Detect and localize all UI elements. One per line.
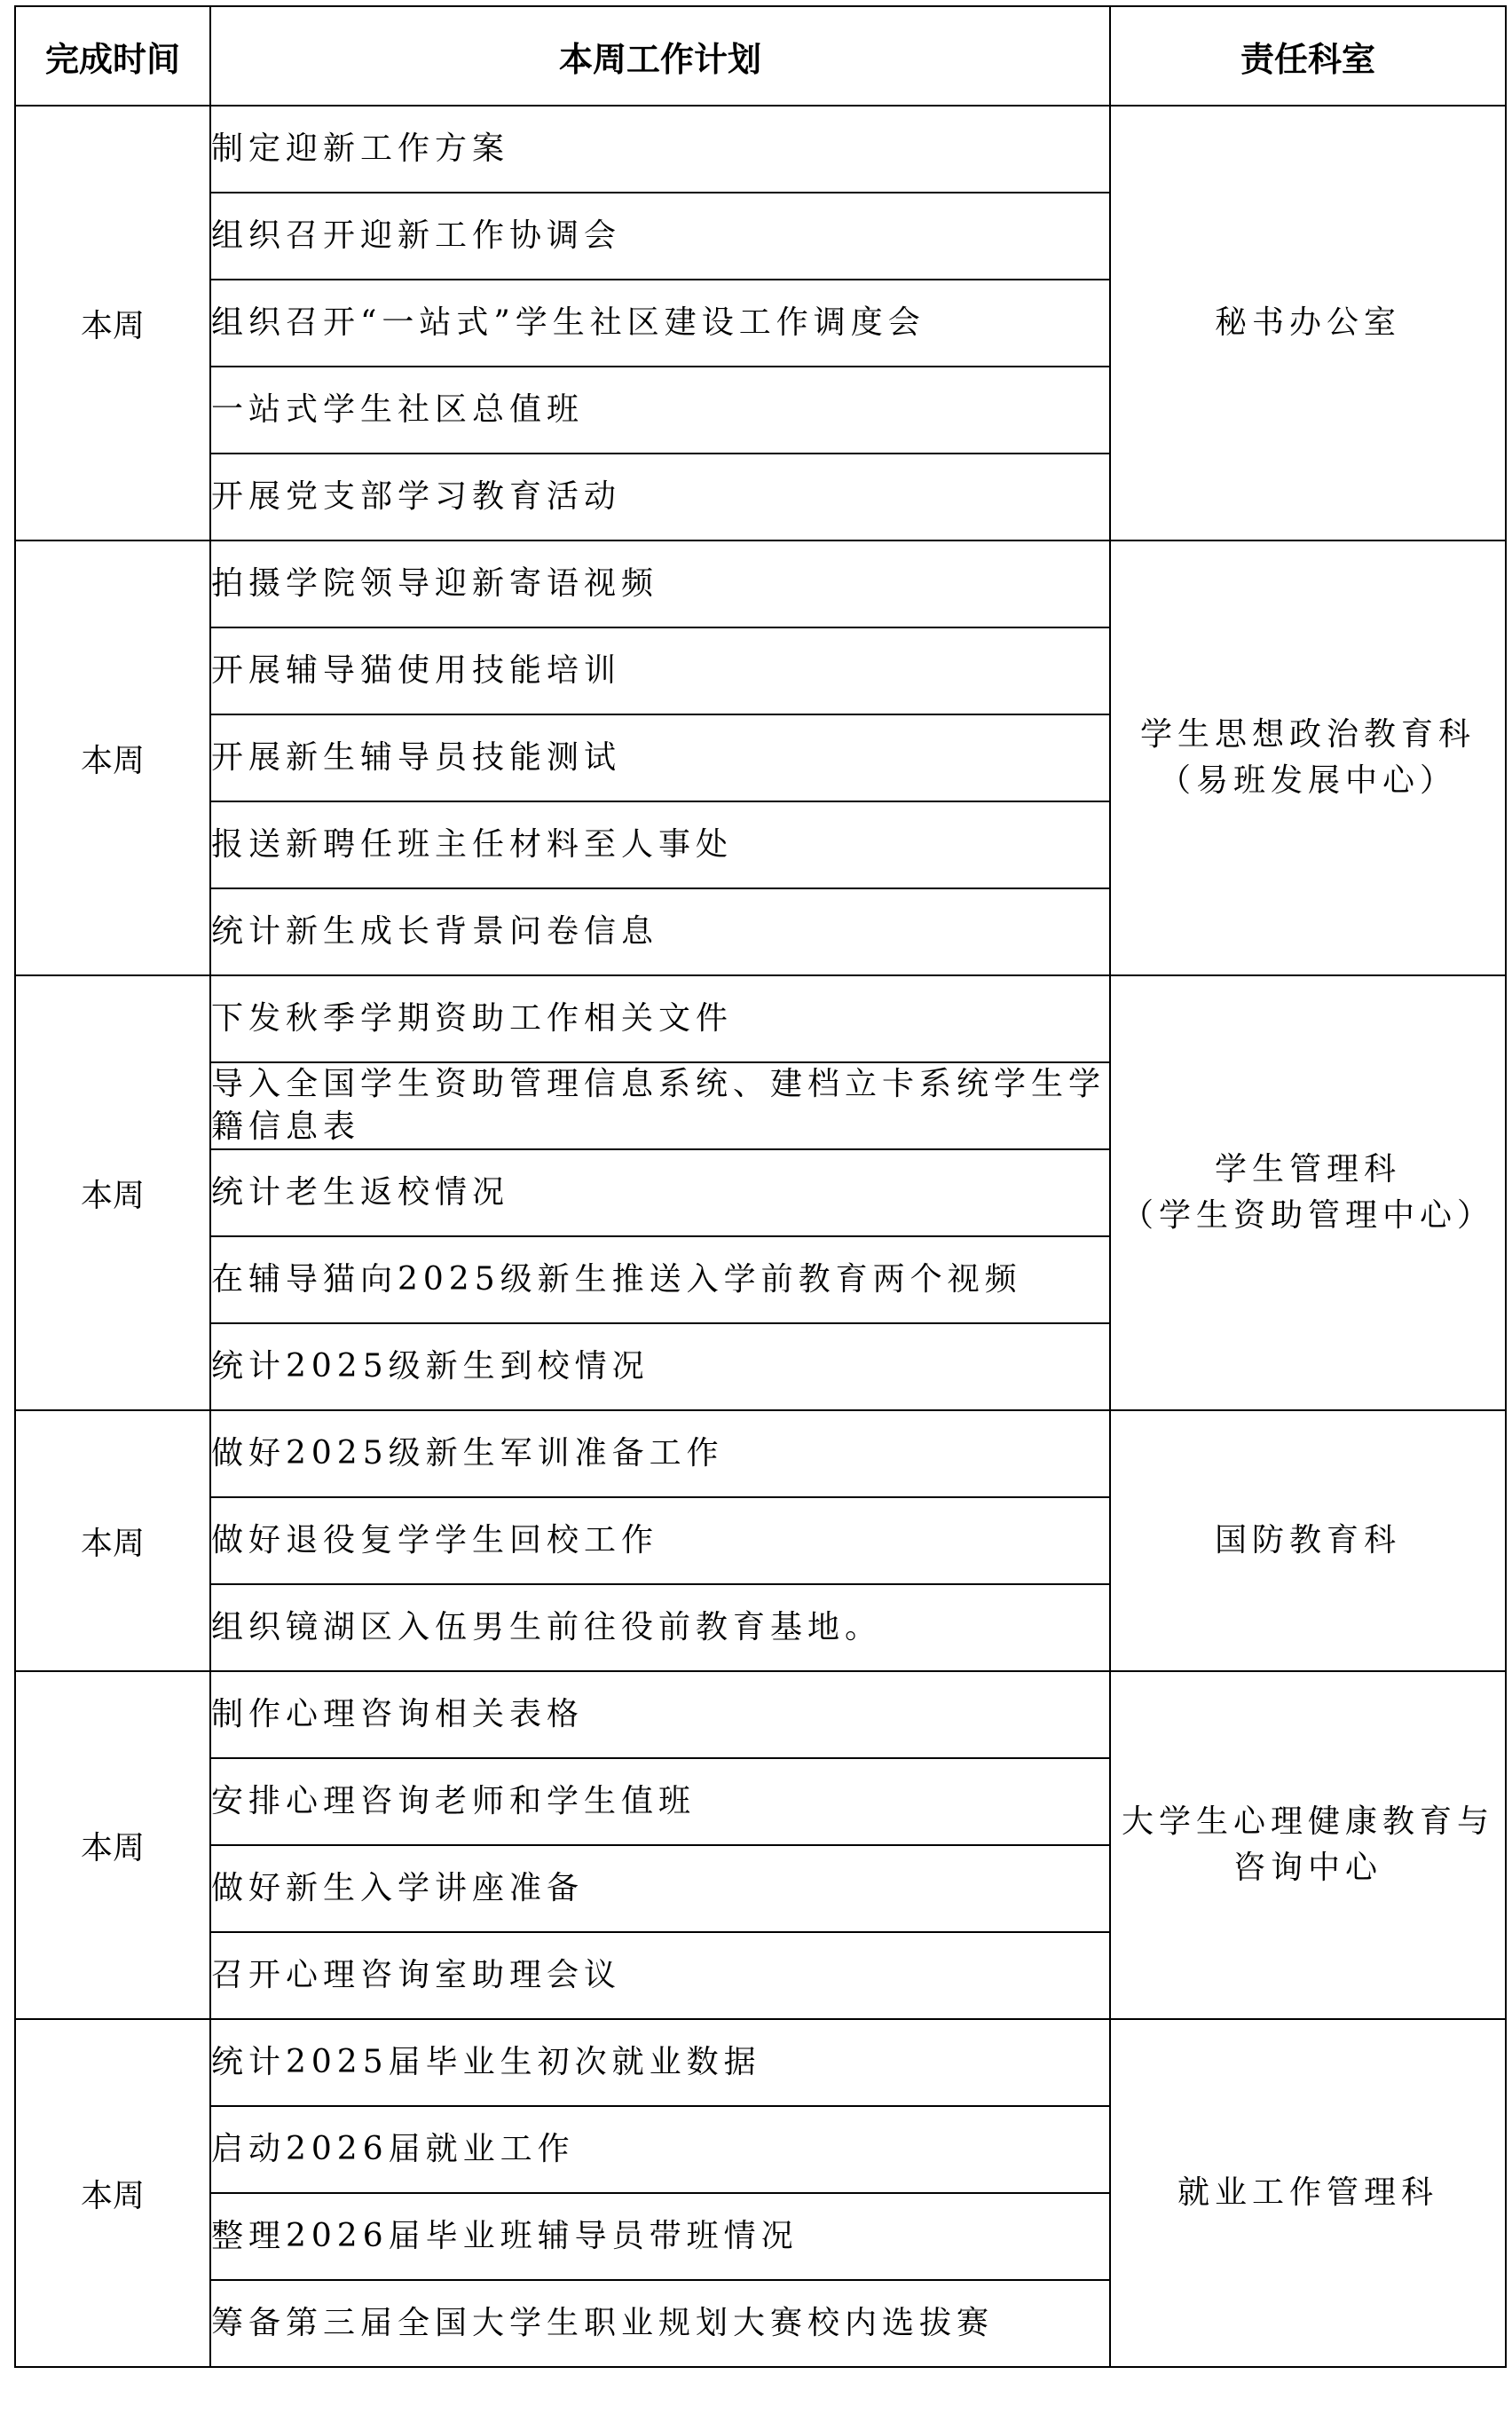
task-cell: 统计2025届毕业生初次就业数据	[210, 2019, 1110, 2106]
task-cell: 拍摄学院领导迎新寄语视频	[210, 540, 1110, 627]
completion-time-cell: 本周	[15, 975, 210, 1410]
task-cell: 整理2026届毕业班辅导员带班情况	[210, 2193, 1110, 2280]
header-completion-time: 完成时间	[15, 6, 210, 106]
dept-name-line: 学生管理科	[1214, 1151, 1401, 1187]
task-cell: 制作心理咨询相关表格	[210, 1671, 1110, 1758]
table-row	[15, 1671, 1506, 1758]
header-responsible-dept: 责任科室	[1110, 6, 1506, 106]
task-cell: 开展新生辅导员技能测试	[210, 714, 1110, 801]
dept-name-line: （学生资助管理中心）	[1121, 1197, 1494, 1234]
task-cell: 统计2025级新生到校情况	[210, 1323, 1110, 1410]
task-cell: 一站式学生社区总值班	[210, 367, 1110, 454]
task-cell: 做好2025级新生军训准备工作	[210, 1410, 1110, 1497]
task-cell: 制定迎新工作方案	[210, 106, 1110, 193]
task-cell: 组织召开迎新工作协调会	[210, 193, 1110, 280]
task-cell: 筹备第三届全国大学生职业规划大赛校内选拔赛	[210, 2280, 1110, 2367]
responsible-dept-cell	[1110, 1410, 1506, 1671]
dept-name-line: 国防教育科	[1214, 1522, 1401, 1558]
task-cell: 开展辅导猫使用技能培训	[210, 627, 1110, 714]
task-cell: 召开心理咨询室助理会议	[210, 1932, 1110, 2019]
completion-time-cell: 本周	[15, 2019, 210, 2367]
responsible-dept-cell	[1110, 106, 1506, 540]
task-cell: 下发秋季学期资助工作相关文件	[210, 975, 1110, 1062]
responsible-dept-cell	[1110, 540, 1506, 975]
table-row	[15, 1410, 1506, 1497]
completion-time-cell: 本周	[15, 1410, 210, 1671]
completion-time-cell: 本周	[15, 1671, 210, 2019]
task-cell: 开展党支部学习教育活动	[210, 454, 1110, 540]
dept-name-line: 秘书办公室	[1214, 304, 1401, 341]
plan-body	[15, 106, 1506, 2367]
task-cell: 组织镜湖区入伍男生前往役前教育基地。	[210, 1584, 1110, 1671]
dept-name-line: 咨询中心	[1232, 1850, 1382, 1886]
task-cell: 做好退役复学学生回校工作	[210, 1497, 1110, 1584]
responsible-dept-cell	[1110, 1671, 1506, 2019]
table-row	[15, 540, 1506, 627]
dept-name-line: 学生思想政治教育科	[1139, 716, 1476, 753]
task-cell: 启动2026届就业工作	[210, 2106, 1110, 2193]
task-cell: 安排心理咨询老师和学生值班	[210, 1758, 1110, 1845]
completion-time-cell: 本周	[15, 106, 210, 540]
header-row	[15, 6, 1506, 106]
responsible-dept-cell	[1110, 2019, 1506, 2367]
header-weekly-plan: 本周工作计划	[210, 6, 1110, 106]
dept-name-line: 就业工作管理科	[1177, 2174, 1438, 2211]
dept-name-line: 大学生心理健康教育与	[1121, 1803, 1494, 1840]
table-row	[15, 106, 1506, 193]
table-row	[15, 2019, 1506, 2106]
completion-time-cell: 本周	[15, 540, 210, 975]
task-cell: 做好新生入学讲座准备	[210, 1845, 1110, 1932]
task-cell: 统计老生返校情况	[210, 1149, 1110, 1236]
dept-name-line: （易班发展中心）	[1158, 762, 1457, 799]
task-cell: 报送新聘任班主任材料至人事处	[210, 801, 1110, 888]
task-cell: 导入全国学生资助管理信息系统、建档立卡系统学生学籍信息表	[210, 1062, 1110, 1149]
table-row	[15, 975, 1506, 1062]
task-cell: 统计新生成长背景问卷信息	[210, 888, 1110, 975]
work-plan-table	[14, 5, 1507, 2368]
task-cell: 组织召开“一站式”学生社区建设工作调度会	[210, 280, 1110, 367]
responsible-dept-cell	[1110, 975, 1506, 1410]
task-cell: 在辅导猫向2025级新生推送入学前教育两个视频	[210, 1236, 1110, 1323]
